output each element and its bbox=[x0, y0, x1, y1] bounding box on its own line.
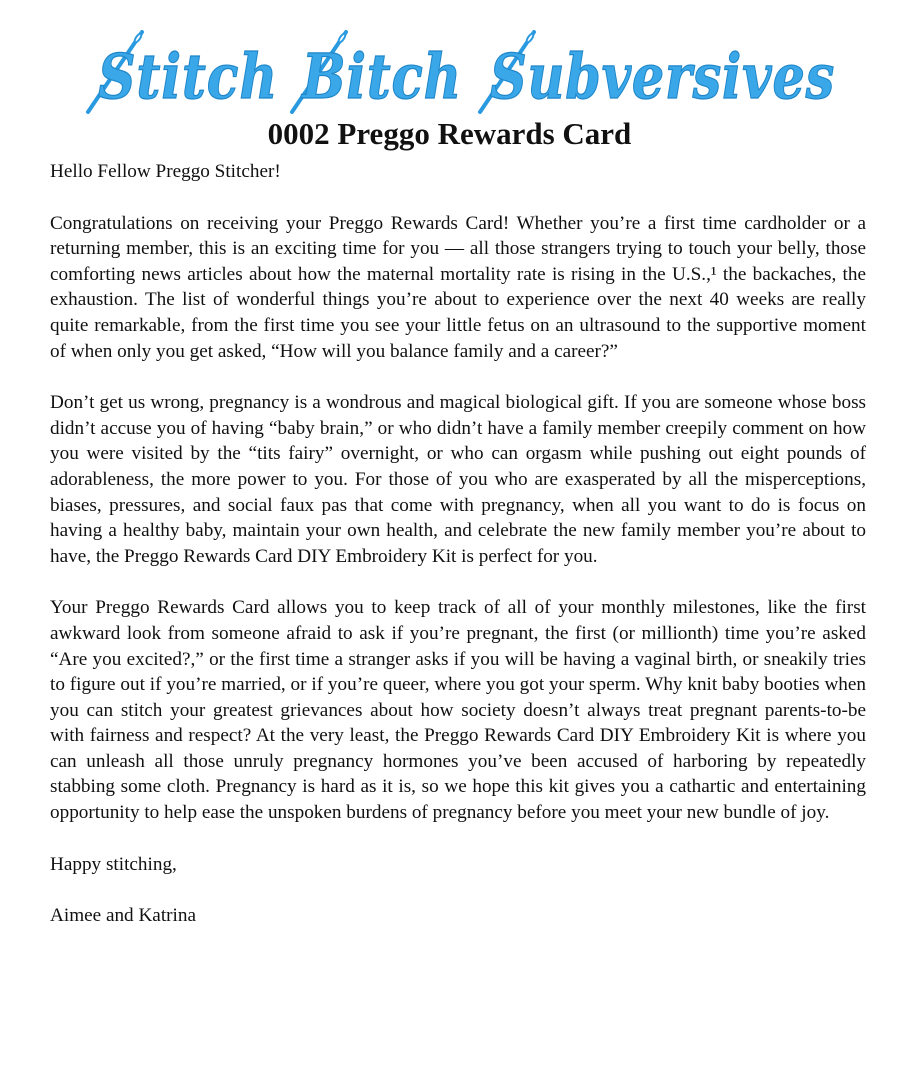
letter-signature: Aimee and Katrina bbox=[50, 905, 196, 927]
logo-word-subversives: Subversives bbox=[490, 40, 835, 113]
logo-word-stitch: Stitch bbox=[98, 40, 278, 113]
letter-paragraph: Don’t get us wrong, pregnancy is a wondrous and magical biological gift. If you are someone whose boss didn’t accuse you of having “baby brain,” or who didn’t have a family member creepily comment on how you were visited by the “tits fairy” overnight, or who can orgasm while pushing out eight pounds of adorableness, the more power to you. For those of you who are exasperated by all the misperceptions, biases, pressures, and social faux pas that come with pregnancy, when all you want to do is focus on having a healthy baby, maintain your own health, and celebrate the new family member you’re about to have, the Preggo Rewards Card DIY Embroidery Kit is perfect for you. bbox=[50, 392, 866, 567]
logo-graphic bbox=[80, 28, 840, 118]
letter-body bbox=[50, 159, 866, 929]
letter-closing: Happy stitching, bbox=[50, 853, 177, 875]
page-title: 0002 Preggo Rewards Card bbox=[267, 116, 632, 151]
letter-paragraph: Your Preggo Rewards Card allows you to keep track of all of your monthly milestones, like the first awkward look from someone afraid to ask if you’re pregnant, the first (or millionth) time you’re asked “Are you excited?,” or the first time a stranger asks if you will be having a vaginal birth, or sneakily tries to figure out if you’re married, or if you’re queer, where you got your sperm. Why knit baby booties when you can stitch your greatest grievances about how society doesn’t always treat pregnant parents-to-be with fairness and respect? At the very least, the Preggo Rewards Card DIY Embroidery Kit is where you can unleash all those unruly pregnancy hormones you’ve been accused of harboring by repeatedly stabbing some cloth. Pregnancy is hard as it is, so we hope this kit gives you a cathartic and entertaining opportunity to help ease the unspoken burdens of pregnancy before you meet your new bundle of joy. bbox=[50, 597, 866, 824]
letter-greeting: Hello Fellow Preggo Stitcher! bbox=[50, 161, 281, 182]
logo bbox=[80, 28, 840, 118]
letter-paragraph: Congratulations on receiving your Preggo Rewards Card! Whether you’re a first time cardholder or a returning member, this is an exciting time for you — all those strangers trying to touch your belly, those comforting news articles about how the maternal mortality rate is rising in the U.S.,¹ the backaches, the exhaustion. The list of wonderful things you’re about to experience over the next 40 weeks are really quite remarkable, from the first time you see your little fetus on an ultrasound to the supportive moment of when only you get asked, “How will you balance family and a career?” bbox=[50, 212, 866, 362]
logo-word-bitch: Bitch bbox=[300, 40, 462, 113]
